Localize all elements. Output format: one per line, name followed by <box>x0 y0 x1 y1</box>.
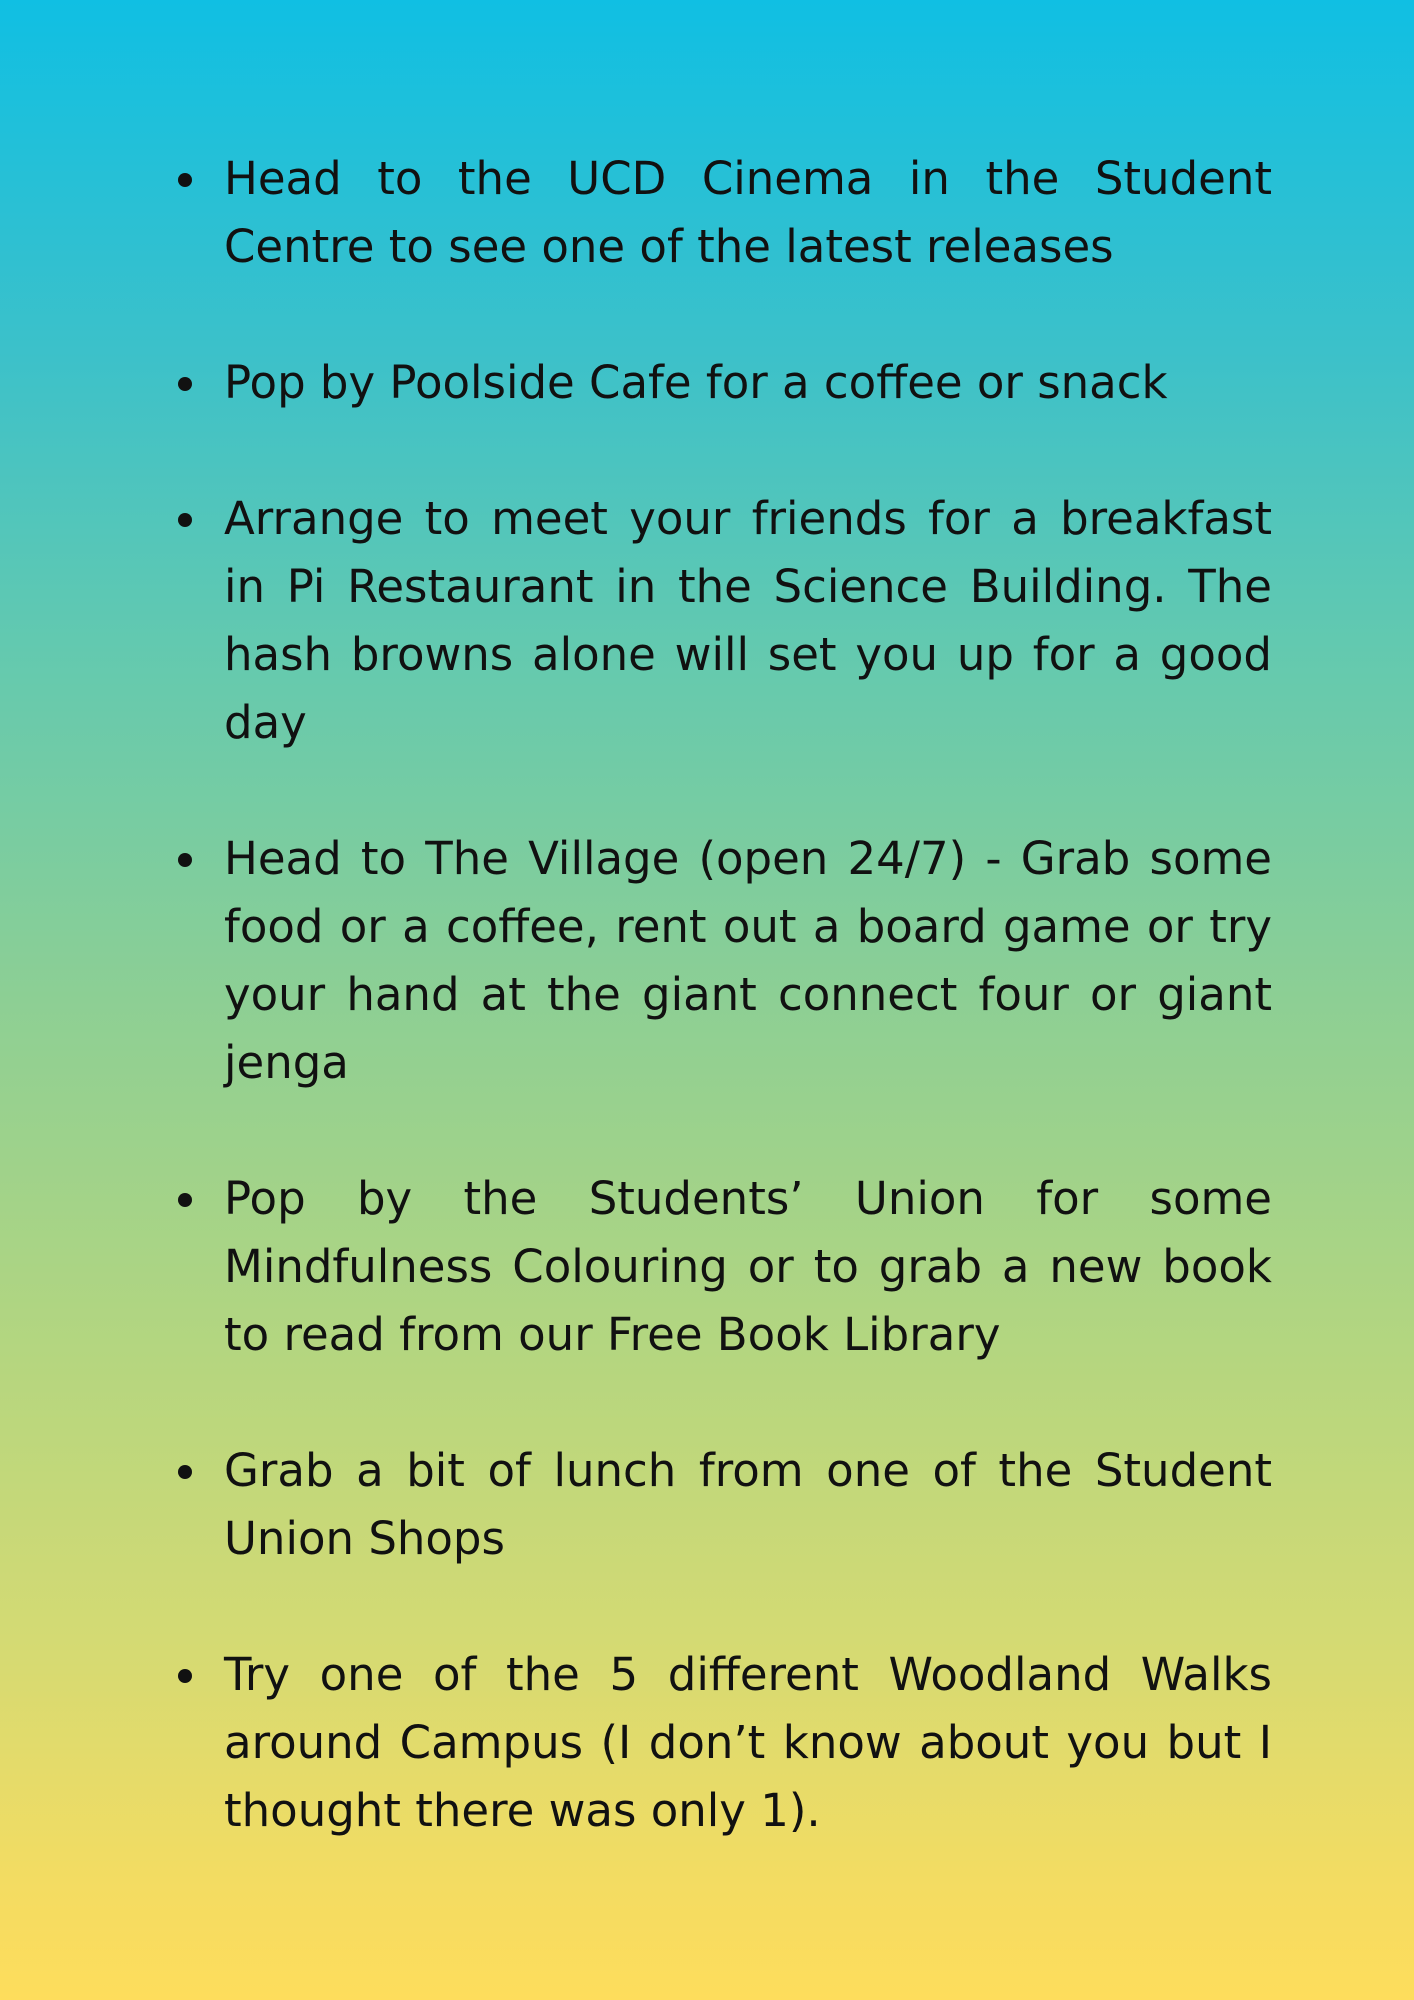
list-item <box>224 1165 1272 1369</box>
bullet-icon <box>178 853 192 867</box>
list-item <box>224 825 1272 1097</box>
list-item-text: Grab a bit of lunch from one of the Student Union Shops <box>224 1444 1272 1565</box>
list-item-text: Head to the UCD Cinema in the Student Centre to see one of the latest releases <box>224 152 1272 273</box>
list-item <box>224 349 1272 417</box>
bullet-icon <box>178 173 192 187</box>
list-item <box>224 145 1272 281</box>
list-item <box>224 1437 1272 1573</box>
bullet-icon <box>178 513 192 527</box>
bullet-icon <box>178 1669 192 1683</box>
bullet-icon <box>178 1193 192 1207</box>
list-item <box>224 1641 1272 1845</box>
list-item-text: Pop by the Students’ Union for some Mindfulness Colouring or to grab a new book to read from our Free Book Library <box>224 1172 1272 1361</box>
tips-list <box>224 145 1272 1845</box>
list-item-text: Head to The Village (open 24/7) - Grab some food or a coffee, rent out a board game or try your hand at the giant connect four or giant jenga <box>224 832 1272 1089</box>
list-item-text: Try one of the 5 different Woodland Walks around Campus (I don’t know about you but I thought there was only 1). <box>224 1648 1272 1837</box>
list-item <box>224 485 1272 757</box>
bullet-icon <box>178 377 192 391</box>
list-item-text: Arrange to meet your friends for a breakfast in Pi Restaurant in the Science Building. The hash browns alone will set you up for a good day <box>224 492 1272 749</box>
bullet-icon <box>178 1465 192 1479</box>
list-item-text: Pop by Poolside Cafe for a coffee or snack <box>224 356 1168 409</box>
